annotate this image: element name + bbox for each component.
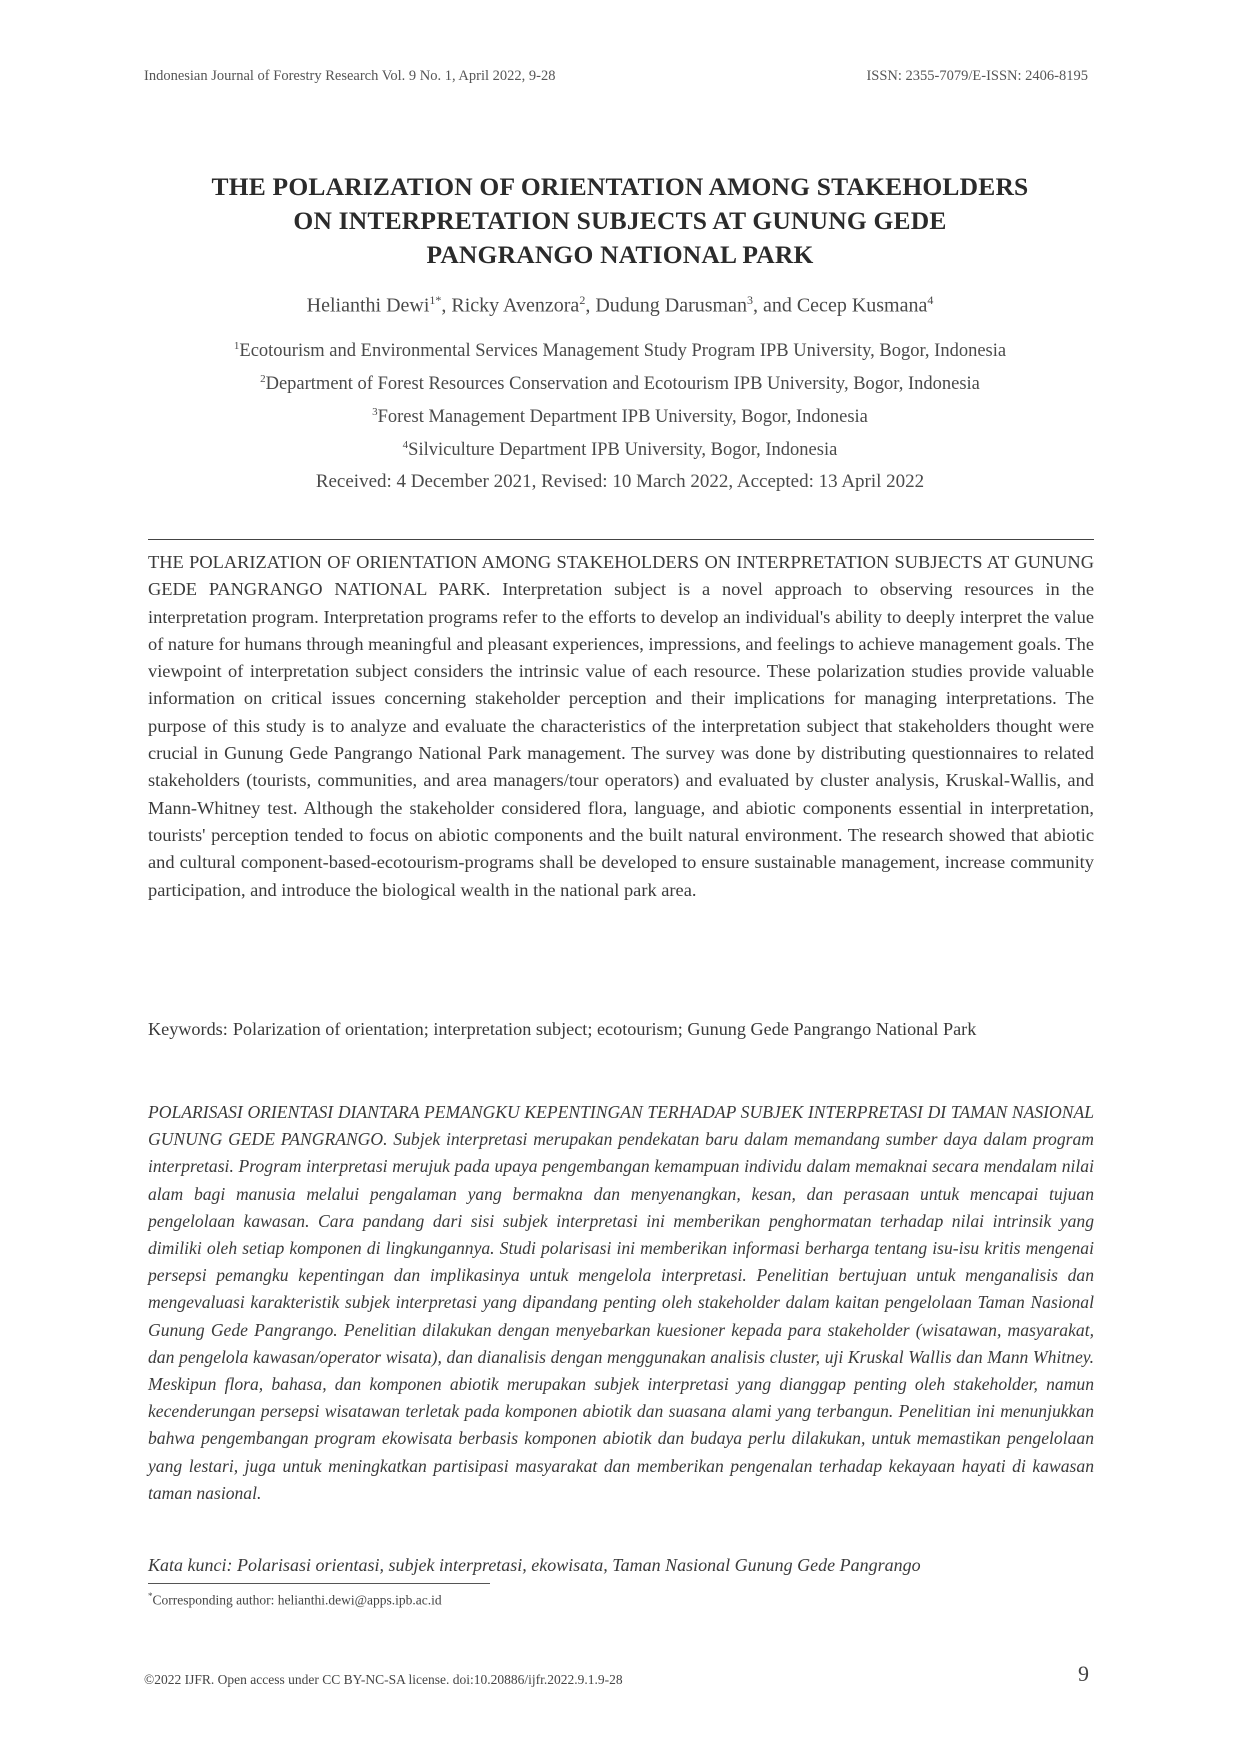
affiliation xyxy=(130,332,1110,365)
kata-kunci: Kata kunci: Polarisasi orientasi, subjek interpretasi, ekowisata, Taman Nasional Gunung Gede Pangrango xyxy=(148,1555,921,1575)
abstract-body: Interpretation subject is a novel approach to observing resources in the interpretation program. Interpretation programs refer to the efforts to develop an individual's ability to deeply interpret the value of nature for humans through meaningful and pleasant experiences, impressions, and feelings to achieve management goals. The viewpoint of interpretation subject considers the intrinsic value of each resource. These polarization studies provide valuable information on critical issues concerning stakeholder perception and their implications for managing interpretations. The purpose of this study is to analyze and evaluate the characteristics of the interpretation subject that stakeholders thought were crucial in Gunung Gede Pangrango National Park management. The survey was done by distributing questionnaires to related stakeholders (tourists, communities, and area managers/tour operators) and evaluated by cluster analysis, Kruskal-Wallis, and Mann-Whitney test. Although the stakeholder considered flora, language, and abiotic components essential in interpretation, tourists' perception tended to focus on abiotic components and the built natural environment. The research showed that abiotic and cultural component-based-ecotourism-programs shall be developed to ensure sustainable management, increase community participation, and introduce the biological wealth in the national park area. xyxy=(148,579,1094,900)
affiliation-sup: 2 xyxy=(260,373,266,386)
author-sup: 1* xyxy=(429,293,442,307)
section-divider xyxy=(148,539,1094,540)
footnote-divider xyxy=(148,1583,490,1584)
abstract-heading: THE POLARIZATION OF ORIENTATION AMONG STAKEHOLDERS ON INTERPRETATION SUBJECTS AT GUNUNG GEDE PANGRANGO NATIONAL PARK. xyxy=(148,552,1094,600)
footnote-text: Corresponding author: helianthi.dewi@apps.ipb.ac.id xyxy=(152,1592,442,1608)
abstract-english xyxy=(148,549,1094,904)
affiliation-text: Forest Management Department IPB University, Bogor, Indonesia xyxy=(377,407,868,428)
author-list xyxy=(140,293,1100,318)
footnote-marker: * xyxy=(148,1591,153,1601)
author-name: Dudung Darusman xyxy=(595,294,747,317)
author-name: Helianthi Dewi xyxy=(306,294,430,317)
page-number: 9 xyxy=(1078,1661,1089,1686)
abstract-indonesian xyxy=(148,1099,1094,1507)
license-footer: ©2022 IJFR. Open access under CC BY-NC-SA license. doi:10.20886/ijfr.2022.9.1.9-28 xyxy=(144,1672,623,1687)
affiliation-text: Ecotourism and Environmental Services Management Study Program IPB University, Bogor, Indonesia xyxy=(239,341,1007,362)
author-sup: 2 xyxy=(579,293,586,307)
running-header xyxy=(144,68,1088,85)
author-separator: , and xyxy=(752,294,797,317)
abstrak-heading: POLARISASI ORIENTASI DIANTARA PEMANGKU KEPENTINGAN TERHADAP SUBJEK INTERPRETASI DI TAMAN NASIONAL GUNUNG GEDE PANGRANGO. xyxy=(148,1102,1094,1150)
affiliation-sup: 1 xyxy=(233,340,240,352)
corresponding-author-footnote xyxy=(148,1591,442,1609)
issn: ISSN: 2355-7079/E-ISSN: 2406-8195 xyxy=(866,68,1088,84)
author-sup: 4 xyxy=(927,293,934,307)
title-line: THE POLARIZATION OF ORIENTATION AMONG STAKEHOLDERS xyxy=(211,172,1029,201)
affiliation xyxy=(130,398,1110,431)
keywords-text: Polarization of orientation; interpretation subject; ecotourism; Gunung Gede Pangrango National Park xyxy=(232,1019,977,1039)
affiliation xyxy=(130,365,1110,398)
affiliation xyxy=(130,431,1110,464)
affiliation-sup: 3 xyxy=(372,406,378,419)
journal-citation: Indonesian Journal of Forestry Research Vol. 9 No. 1, April 2022, 9-28 xyxy=(144,68,556,84)
keywords-label: Keywords: xyxy=(148,1019,228,1039)
affiliation-list xyxy=(130,332,1110,465)
keywords xyxy=(148,1016,1094,1043)
author-name: Ricky Avenzora xyxy=(451,294,580,317)
author-sup: 3 xyxy=(746,293,753,307)
affiliation-text: Silviculture Department IPB University, Bogor, Indonesia xyxy=(408,440,838,461)
affiliation-text: Department of Forest Resources Conservation and Ecotourism IPB University, Bogor, Indonesia xyxy=(265,374,980,395)
title-line: PANGRANGO NATIONAL PARK xyxy=(426,240,814,269)
abstrak-body: Subjek interpretasi merupakan pendekatan baru dalam memandang sumber daya dalam program interpretasi. Program interpretasi merujuk pada upaya pengembangan kemampuan individu dalam memaknai secara mendalam nilai alam bagi manusia melalui pengalaman yang bermakna dan menyenangkan, kesan, dan perasaan untuk mencapai tujuan pengelolaan kawasan. Cara pandang dari sisi subjek interpretasi ini memberikan penghormatan terhadap nilai intrinsik yang dimiliki oleh setiap komponen di lingkungannya. Studi polarisasi ini memberikan informasi berharga tentang isu-isu kritis mengenai persepsi pemangku kepentingan dan implikasinya untuk mengelola interpretasi. Penelitian bertujuan untuk menganalisis dan mengevaluasi karakteristik subjek interpretasi yang dipandang penting oleh stakeholder dalam kaitan pengelolaan Taman Nasional Gunung Gede Pangrango. Penelitian dilakukan dengan menyebarkan kuesioner kepada para stakeholder (wisatawan, masyarakat, dan pengelola kawasan/operator wisata), dan dianalisis dengan menggunakan analisis cluster, uji Kruskal Wallis dan Mann Whitney. Meskipun flora, bahasa, dan komponen abiotik merupakan subjek interpretasi yang dianggap penting oleh stakeholder, namun kecenderungan persepsi wisatawan terletak pada komponen abiotik dan suasana alami yang terbangun. Penelitian ini menunjukkan bahwa pengembangan program ekowisata berbasis komponen abiotik dan budaya perlu dilakukan, untuk memastikan pengelolaan yang lestari, juga untuk meningkatkan partisipasi masyarakat dan memberikan pengenalan terhadap kekayaan hayati di kawasan taman nasional. xyxy=(148,1129,1094,1503)
submission-dates: Received: 4 December 2021, Revised: 10 March 2022, Accepted: 13 April 2022 xyxy=(315,471,925,492)
affiliation-sup: 4 xyxy=(402,439,409,452)
title-line: ON INTERPRETATION SUBJECTS AT GUNUNG GEDE xyxy=(293,206,947,235)
author-name: Cecep Kusmana xyxy=(796,294,928,317)
paper-title xyxy=(130,170,1110,272)
author-separator: , xyxy=(441,294,452,317)
author-separator: , xyxy=(585,294,596,317)
